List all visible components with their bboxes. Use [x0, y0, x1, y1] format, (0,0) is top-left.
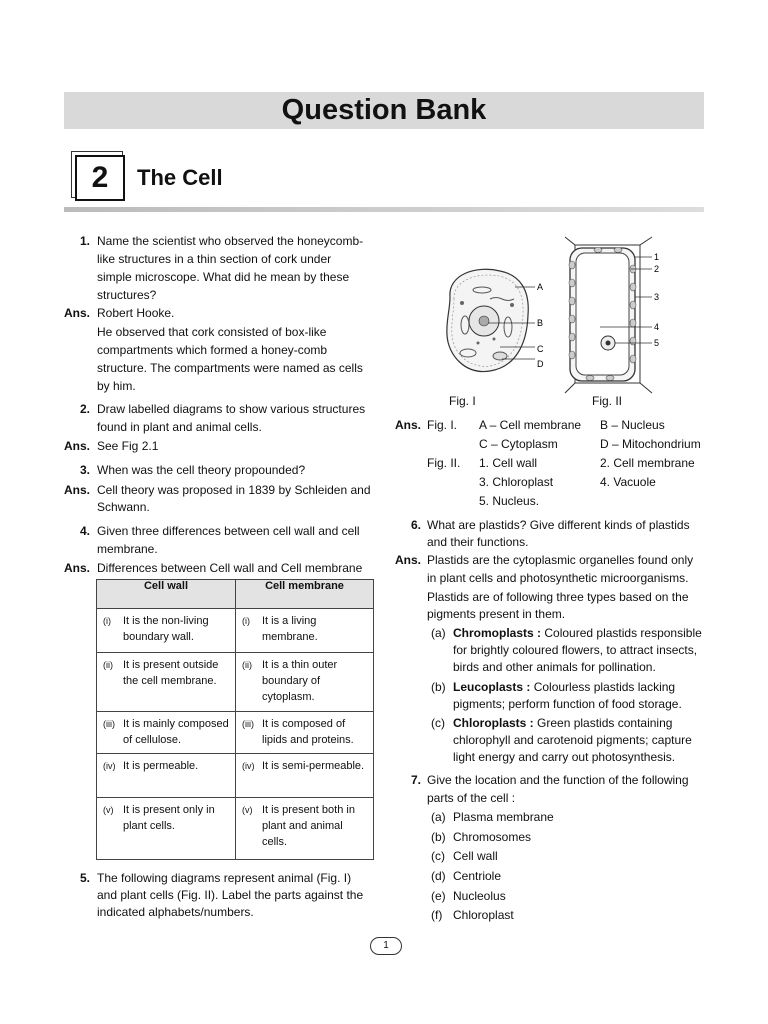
question-7-line: parts of the cell :	[427, 791, 516, 805]
question-5-line: The following diagrams represent animal (Fig. I)	[97, 871, 352, 885]
list-item: Chloroplast	[453, 908, 514, 922]
list-marker: (c)	[431, 716, 445, 730]
list-item: Centriole	[453, 869, 502, 883]
question-1-line: Name the scientist who observed the honeycomb-	[97, 234, 364, 248]
plastid-term: Chromoplasts :	[453, 626, 542, 640]
list-marker: (b)	[431, 830, 446, 844]
fig2-answer: 1. Cell wall	[479, 456, 538, 470]
question-5-line: indicated alphabets/numbers.	[97, 905, 254, 919]
fig2-label: 2	[654, 264, 660, 274]
cell-text: It is semi-permeable.	[262, 760, 365, 772]
table-row	[97, 609, 374, 653]
table-header-row	[97, 580, 374, 609]
question-7-line: Give the location and the function of the following	[427, 773, 689, 787]
cell-diagrams	[420, 235, 710, 395]
cell-text: It is a living membrane.	[262, 615, 318, 643]
plastid-desc: birds and other animals for pollination.	[453, 660, 656, 674]
fig1-label: C	[537, 344, 544, 354]
table-row	[97, 653, 374, 712]
plastid-term: Leucoplasts :	[453, 680, 531, 694]
row-number: (v)	[242, 805, 253, 815]
answer-6-line: pigments present in them.	[427, 607, 566, 621]
question-1-line: structures?	[97, 288, 157, 302]
cell-text: It is the non-living boundary wall.	[123, 615, 209, 643]
fig2-label: 5	[654, 338, 660, 348]
row-number: (iv)	[242, 761, 255, 771]
list-marker: (d)	[431, 869, 446, 883]
answer-6-line: Plastids are of following three types based on the	[427, 590, 689, 604]
row-number: (ii)	[242, 660, 252, 670]
plastid-item-line	[453, 715, 672, 732]
list-item: Nucleolus	[453, 889, 506, 903]
question-4-line: membrane.	[97, 542, 158, 556]
answer-label: Ans.	[64, 439, 91, 453]
row-number: (iii)	[103, 719, 115, 729]
page-number: 1	[370, 937, 402, 955]
page-title: Question Bank	[281, 94, 487, 126]
fig2-answer-heading: Fig. II.	[427, 456, 461, 470]
list-marker: (b)	[431, 680, 446, 694]
answer-label: Ans.	[64, 561, 91, 575]
list-marker: (c)	[431, 849, 445, 863]
table-cell	[236, 609, 374, 653]
fig1-answer: C – Cytoplasm	[479, 437, 558, 451]
table-cell	[236, 653, 374, 712]
question-6-line: and their functions.	[427, 535, 529, 549]
question-1-line: simple microscope. What did he mean by these	[97, 270, 350, 284]
fig2-answer: 5. Nucleus.	[479, 494, 540, 508]
question-6-line: What are plastids? Give different kinds of plastids	[427, 518, 690, 532]
answer-label: Ans.	[395, 553, 422, 567]
table-cell	[97, 798, 236, 860]
plastid-term: Chloroplasts :	[453, 716, 534, 730]
table-cell	[236, 754, 374, 798]
plastid-desc: light energy and carry out photosynthesis.	[453, 750, 676, 764]
list-item: Chromosomes	[453, 830, 532, 844]
answer-1-line: Robert Hooke.	[97, 306, 175, 320]
plastid-item-line	[453, 679, 675, 696]
cell-text: It is permeable.	[123, 760, 199, 772]
plastid-desc: Green plastids containing	[537, 716, 673, 730]
cell-text: It is present outside the cell membrane.	[123, 659, 219, 687]
answer-label: Ans.	[64, 483, 91, 497]
answer-label: Ans.	[395, 418, 422, 432]
question-number: 4.	[79, 524, 90, 538]
row-number: (ii)	[103, 660, 113, 670]
list-marker: (f)	[431, 908, 443, 922]
answer-1-line: He observed that cork consisted of box-like	[97, 325, 327, 339]
chapter-title: The Cell	[137, 165, 223, 190]
list-marker: (a)	[431, 810, 446, 824]
fig2-label: 4	[654, 322, 660, 332]
question-5-line: and plant cells (Fig. II). Label the parts against the	[97, 888, 364, 902]
fig2-caption: Fig. II	[592, 394, 623, 408]
fig1-answer-heading: Fig. I.	[427, 418, 458, 432]
comparison-table	[96, 579, 374, 860]
answer-1-line: by him.	[97, 379, 136, 393]
question-1-line: like structures in a thin section of cork under	[97, 252, 332, 266]
table-row	[97, 712, 374, 754]
fig2-answer: 2. Cell membrane	[600, 456, 695, 470]
cell-text: It is present only in plant cells.	[123, 804, 215, 832]
answer-label: Ans.	[64, 306, 91, 320]
answer-1-line: compartments which formed a honey-comb	[97, 343, 328, 357]
plastid-item-line	[453, 625, 702, 642]
answer-1-line: structure. The compartments were named as cells	[97, 361, 363, 375]
fig1-answer: D – Mitochondrium	[600, 437, 701, 451]
row-number: (i)	[242, 616, 250, 626]
question-number: 1.	[79, 234, 90, 248]
plastid-desc: pigments; perform function of food storage.	[453, 697, 682, 711]
answer-3-line: Schwann.	[97, 500, 150, 514]
fig2-answer: 4. Vacuole	[600, 475, 656, 489]
question-number: 7.	[410, 773, 421, 787]
plant-cell-diagram	[565, 237, 659, 393]
question-number: 6.	[410, 518, 421, 532]
cell-text: It is composed of lipids and proteins.	[262, 718, 354, 746]
table-cell	[236, 798, 374, 860]
fig1-label: A	[537, 282, 544, 292]
animal-cell-diagram	[447, 269, 544, 371]
cell-text: It is present both in plant and animal cells.	[262, 804, 355, 848]
table-row	[97, 754, 374, 798]
list-marker: (a)	[431, 626, 446, 640]
cell-text: It is mainly composed of cellulose.	[123, 718, 229, 746]
cell-text: It is a thin outer boundary of cytoplasm.	[262, 659, 338, 703]
plastid-desc: Colourless plastids lacking	[533, 680, 676, 694]
fig2-label: 3	[654, 292, 660, 302]
title-banner	[64, 92, 704, 129]
header-divider	[64, 207, 704, 212]
question-3-line: When was the cell theory propounded?	[97, 463, 306, 477]
answer-6-line: in plant cells and photosynthetic microorganisms.	[427, 571, 689, 585]
fig1-label: D	[537, 359, 544, 369]
question-2-line: found in plant and animal cells.	[97, 420, 262, 434]
fig2-label: 1	[654, 252, 660, 262]
chapter-number: 2	[75, 155, 125, 201]
row-number: (i)	[103, 616, 111, 626]
question-number: 5.	[79, 871, 90, 885]
list-item: Plasma membrane	[453, 810, 554, 824]
table-header: Cell wall	[97, 580, 236, 609]
question-number: 3.	[79, 463, 90, 477]
answer-6-line: Plastids are the cytoplasmic organelles found only	[427, 553, 694, 567]
table-row	[97, 798, 374, 860]
table-cell	[97, 609, 236, 653]
question-2-line: Draw labelled diagrams to show various structures	[97, 402, 366, 416]
fig1-label: B	[537, 318, 544, 328]
plastid-desc: chlorophyll and carotenoid pigments; capture	[453, 733, 692, 747]
table-cell	[97, 754, 236, 798]
list-marker: (e)	[431, 889, 446, 903]
table-cell	[97, 653, 236, 712]
question-4-line: Given three differences between cell wall and cell	[97, 524, 360, 538]
row-number: (v)	[103, 805, 114, 815]
table-header: Cell membrane	[236, 580, 374, 609]
table-cell	[97, 712, 236, 754]
question-number: 2.	[79, 402, 90, 416]
row-number: (iii)	[242, 719, 254, 729]
plastid-desc: for brightly coloured flowers, to attract insects,	[453, 643, 698, 657]
plastid-desc: Coloured plastids responsible	[544, 626, 702, 640]
answer-4-line: Differences between Cell wall and Cell membrane	[97, 561, 363, 575]
fig1-caption: Fig. I	[449, 394, 476, 408]
row-number: (iv)	[103, 761, 116, 771]
list-item: Cell wall	[453, 849, 498, 863]
fig2-answer: 3. Chloroplast	[479, 475, 554, 489]
answer-2-line: See Fig 2.1	[97, 439, 159, 453]
table-cell	[236, 712, 374, 754]
answer-3-line: Cell theory was proposed in 1839 by Schleiden and	[97, 483, 371, 497]
fig1-answer: B – Nucleus	[600, 418, 665, 432]
fig1-answer: A – Cell membrane	[479, 418, 582, 432]
